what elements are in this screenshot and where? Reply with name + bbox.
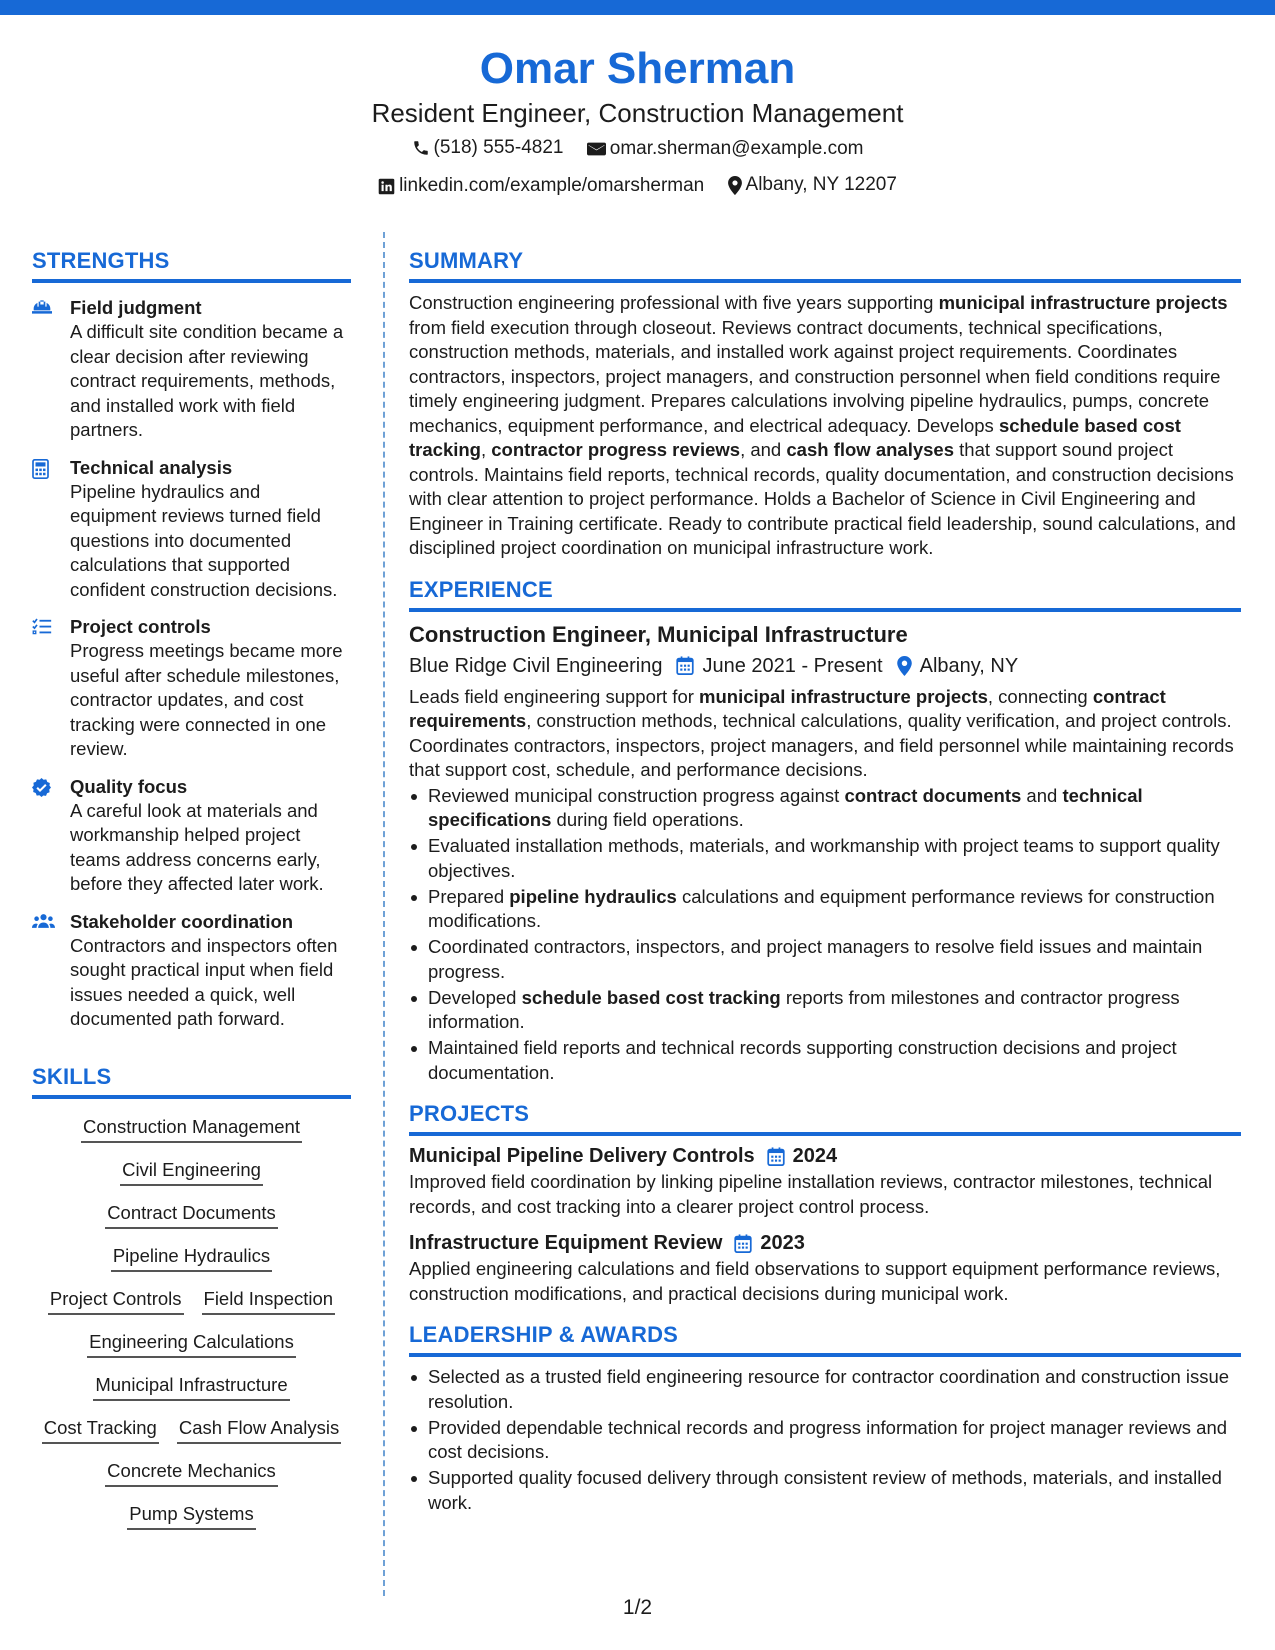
summary-paragraph: Construction engineering professional with five years supporting municipal infrastructure projects from field execution through closeout. Reviews contract documents, technical specifications, construction methods, materials, and installed work against project requirements. Coordinates contractors, inspectors, project managers, and construction personnel when field conditions require timely engineering judgment. Prepares calculations involving pipeline hydraulics, pumps, concrete mechanics, equipment performance, and electrical adequacy. Develops schedule based cost tracking, contractor progress reviews, and cash flow analyses that support sound project controls. Maintains field reports, technical records, quality documentation, and construction decisions with clear attention to project performance. Holds a Bachelor of Science in Civil Engineering and Engineer in Training certificate. Ready to contribute practical field leadership, sound calculations, and disciplined project coordination on municipal infrastructure work.: [409, 292, 1236, 558]
list-item: Prepared pipeline hydraulics calculations and equipment performance reviews for construction modifications.: [409, 885, 1241, 934]
project-title: Municipal Pipeline Delivery Controls: [409, 1145, 755, 1167]
job-location: Albany, NY: [897, 651, 1019, 681]
job-title: Construction Engineer, Municipal Infrastructure: [409, 621, 908, 647]
candidate-role: Resident Engineer, Construction Management: [371, 98, 904, 128]
right-column: [409, 246, 1241, 1517]
strength-description: Pipeline hydraulics and equipment reviews turned field questions into documented calculations that supported confident construction decisions.: [70, 480, 338, 600]
skill-tag: Project Controls: [48, 1287, 184, 1315]
strengths-heading: STRENGTHS: [32, 246, 351, 283]
phone-text: (518) 555-4821: [433, 137, 564, 158]
strength-description: A careful look at materials and workmanship helped project teams address concerns early, before they affected later work.: [70, 799, 324, 894]
skill-tag: Contract Documents: [105, 1201, 278, 1229]
calculator-icon: [32, 455, 70, 603]
phone-contact: [412, 133, 564, 163]
top-accent-bar: [0, 0, 1275, 15]
skill-tag: Engineering Calculations: [87, 1330, 296, 1358]
email-contact[interactable]: [587, 134, 864, 164]
summary-heading: SUMMARY: [409, 246, 1241, 283]
skill-tag: Pump Systems: [127, 1502, 255, 1530]
map-pin-icon: [728, 176, 742, 195]
list-item: Provided dependable technical records and progress information for project manager reviews and cost decisions.: [409, 1416, 1241, 1465]
strength-title: Field judgment: [70, 297, 202, 318]
strength-item: [32, 774, 351, 897]
linkedin-text: linkedin.com/example/omarsherman: [399, 175, 705, 196]
job-meta: [409, 651, 1241, 681]
strength-item: [32, 295, 351, 443]
map-pin-icon: [897, 656, 912, 676]
phone-icon: [412, 139, 430, 157]
leadership-heading: LEADERSHIP & AWARDS: [409, 1320, 1241, 1357]
strength-item: [32, 614, 351, 762]
job-bullets: [409, 784, 1241, 1086]
calendar-icon: [676, 656, 694, 675]
contact-row-1: [0, 133, 1275, 167]
strength-description: Progress meetings became more useful after schedule milestones, contractor updates, and cost tracking were connected in one review.: [70, 640, 343, 759]
location-text: Albany, NY 12207: [745, 174, 897, 195]
skill-tag: Cost Tracking: [42, 1416, 159, 1444]
list-item: Evaluated installation methods, materials, and workmanship with project teams to support quality objectives.: [409, 834, 1241, 883]
skills-list: [32, 1115, 351, 1530]
email-text: omar.sherman@example.com: [609, 138, 864, 159]
check-circle-icon: [32, 774, 70, 897]
skill-tag: Construction Management: [81, 1115, 302, 1143]
project-description: Applied engineering calculations and field observations to support equipment performance reviews, construction modifications, and practical decisions during municipal work.: [409, 1258, 1221, 1304]
skill-tag: Pipeline Hydraulics: [111, 1244, 272, 1272]
job-dates: June 2021 - Present: [676, 651, 882, 681]
projects-heading: PROJECTS: [409, 1099, 1241, 1136]
list-item: Supported quality focused delivery through consistent review of methods, materials, and installed work.: [409, 1466, 1241, 1515]
skill-tag: Municipal Infrastructure: [93, 1373, 289, 1401]
column-divider: [383, 232, 385, 1596]
strength-title: Quality focus: [70, 775, 188, 797]
strength-title: Technical analysis: [70, 456, 233, 478]
strength-title: Stakeholder coordination: [70, 910, 294, 932]
strength-item: [32, 455, 351, 603]
resume-header: [0, 42, 1275, 205]
list-item: Coordinated contractors, inspectors, and project managers to resolve field issues and maintain progress.: [409, 935, 1241, 984]
job-description: Leads field engineering support for municipal infrastructure projects, connecting contract requirements, construction methods, technical calculations, quality verification, and project controls. Coordinates contractors, inspectors, project managers, and field personnel while maintaining records that support cost, schedule, and performance decisions.: [409, 685, 1234, 780]
linkedin-icon: [378, 178, 395, 195]
hard-hat-icon: [32, 295, 70, 443]
strength-description: Contractors and inspectors often sought practical input when field issues needed a quick, well documented path forward.: [70, 934, 338, 1029]
calendar-icon: [734, 1234, 752, 1253]
project-item: [409, 1229, 1241, 1306]
experience-heading: EXPERIENCE: [409, 575, 1241, 612]
users-icon: [32, 909, 70, 1032]
strength-item: [32, 909, 351, 1032]
page-number: 1/2: [622, 1596, 653, 1619]
checklist-icon: [32, 614, 70, 762]
skill-tag: Field Inspection: [202, 1287, 336, 1315]
skill-tag: Concrete Mechanics: [105, 1459, 278, 1487]
skill-tag: Cash Flow Analysis: [177, 1416, 341, 1444]
project-item: [409, 1142, 1241, 1219]
strength-title: Project controls: [70, 616, 211, 637]
envelope-icon: [587, 141, 606, 157]
contact-row-2: [0, 170, 1275, 205]
project-year: 2023: [760, 1232, 805, 1254]
skills-heading: SKILLS: [32, 1062, 351, 1099]
project-description: Improved field coordination by linking pipeline installation reviews, contractor milestones, technical records, and cost tracking into a clearer project control process.: [409, 1171, 1213, 1217]
left-column: [32, 246, 351, 1545]
calendar-icon: [767, 1147, 785, 1166]
project-year: 2024: [792, 1145, 838, 1167]
company-name: Blue Ridge Civil Engineering: [409, 654, 663, 677]
list-item: Reviewed municipal construction progress against contract documents and technical specifications during field operations.: [409, 784, 1241, 833]
skill-tag: Civil Engineering: [120, 1158, 263, 1186]
leadership-list: [409, 1365, 1241, 1515]
strength-description: A difficult site condition became a clear decision after reviewing contract requirements, methods, and installed work with field partners.: [70, 321, 344, 440]
list-item: Developed schedule based cost tracking reports from milestones and contractor progress information.: [409, 986, 1241, 1035]
candidate-name: Omar Sherman: [479, 44, 796, 93]
location-contact: [728, 170, 897, 200]
list-item: Selected as a trusted field engineering resource for contractor coordination and construction issue resolution.: [409, 1365, 1241, 1414]
list-item: Maintained field reports and technical records supporting construction decisions and project documentation.: [409, 1036, 1241, 1085]
linkedin-contact[interactable]: [378, 171, 704, 201]
project-title: Infrastructure Equipment Review: [409, 1232, 723, 1254]
